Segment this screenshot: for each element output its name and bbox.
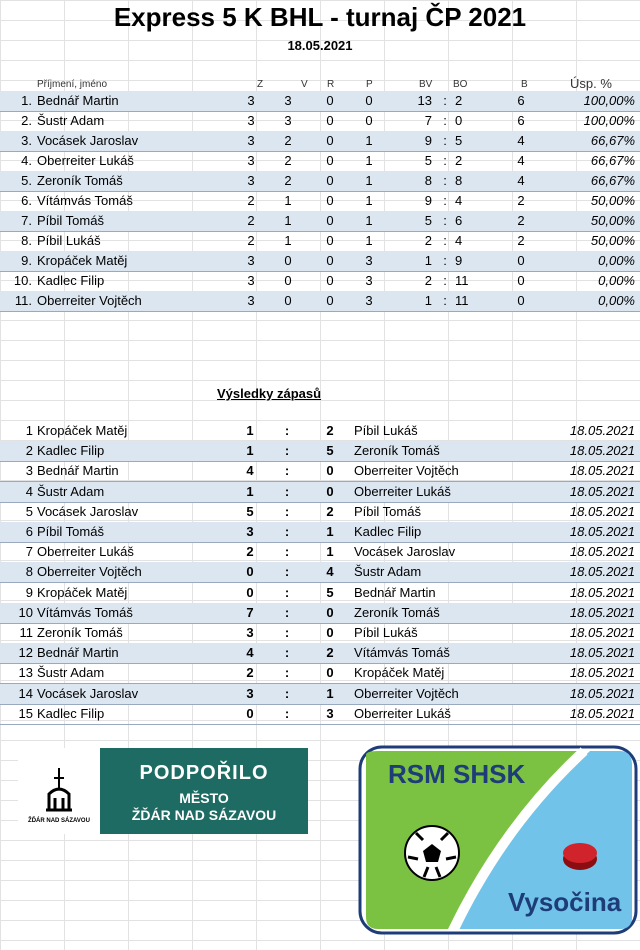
away-score-cell: 4 xyxy=(326,564,334,580)
points-cell: 2 xyxy=(517,193,525,208)
player-name-cell: Vítámvás Tomáš xyxy=(37,193,133,208)
z-cell: 3 xyxy=(247,153,255,168)
bo-cell: 11 xyxy=(455,273,469,288)
success-rate-cell: 100,00% xyxy=(583,113,635,128)
away-player-cell: Kropáček Matěj xyxy=(354,665,445,681)
bo-cell: 4 xyxy=(455,193,463,208)
z-cell: 3 xyxy=(247,133,255,148)
sponsor-banner xyxy=(18,748,308,834)
points-cell: 0 xyxy=(517,293,525,308)
bo-cell: 6 xyxy=(455,213,463,228)
home-score-cell: 1 xyxy=(246,443,254,459)
col-header-usp: Úsp. % xyxy=(570,76,612,91)
score-separator: : xyxy=(284,604,290,620)
p-cell: 1 xyxy=(365,153,373,168)
away-player-cell: Píbil Lukáš xyxy=(354,423,418,438)
match-number-cell: 7 xyxy=(25,544,33,560)
score-separator: : xyxy=(443,253,447,268)
score-separator: : xyxy=(443,293,447,308)
town-emblem-panel xyxy=(18,748,100,834)
bv-cell: 2 xyxy=(424,233,432,248)
away-player-cell: Vítámvás Tomáš xyxy=(354,645,450,661)
score-separator: : xyxy=(443,233,447,248)
success-rate-cell: 66,67% xyxy=(590,153,635,168)
score-separator: : xyxy=(284,443,290,459)
p-cell: 1 xyxy=(365,233,373,248)
p-cell: 1 xyxy=(365,133,373,148)
home-score-cell: 7 xyxy=(246,604,254,620)
match-row xyxy=(0,482,640,503)
standings-row xyxy=(0,151,640,172)
home-score-cell: 3 xyxy=(246,685,254,701)
home-player-cell: Vítámvás Tomáš xyxy=(37,604,133,620)
home-score-cell: 2 xyxy=(246,665,254,681)
player-name-cell: Oberreiter Lukáš xyxy=(37,153,134,168)
z-cell: 2 xyxy=(247,233,255,248)
away-player-cell: Kadlec Filip xyxy=(354,524,422,539)
bo-cell: 9 xyxy=(455,253,463,268)
score-separator: : xyxy=(284,503,290,519)
p-cell: 3 xyxy=(365,293,373,308)
away-player-cell: Vocásek Jaroslav xyxy=(354,544,456,560)
z-cell: 3 xyxy=(247,113,255,128)
match-number-cell: 10 xyxy=(18,604,33,620)
home-player-cell: Šustr Adam xyxy=(37,483,105,499)
points-cell: 4 xyxy=(517,173,525,188)
p-cell: 1 xyxy=(365,193,373,208)
standings-row xyxy=(0,171,640,192)
standings-row xyxy=(0,251,640,272)
match-row xyxy=(0,704,640,725)
rank-cell: 7. xyxy=(21,213,32,228)
bv-cell: 13 xyxy=(417,93,432,108)
match-row xyxy=(0,623,640,644)
match-row xyxy=(0,684,640,705)
match-date-cell: 18.05.2021 xyxy=(569,483,635,499)
home-score-cell: 0 xyxy=(246,705,254,721)
v-cell: 0 xyxy=(284,273,292,288)
match-date-cell: 18.05.2021 xyxy=(569,665,635,681)
bo-cell: 5 xyxy=(455,133,463,148)
rank-cell: 11. xyxy=(14,293,32,308)
points-cell: 0 xyxy=(517,273,525,288)
home-player-cell: Kropáček Matěj xyxy=(37,423,128,438)
match-row xyxy=(0,502,640,523)
r-cell: 0 xyxy=(326,193,334,208)
score-separator: : xyxy=(443,213,447,228)
bv-cell: 5 xyxy=(424,153,432,168)
home-player-cell: Píbil Tomáš xyxy=(37,524,104,539)
match-number-cell: 15 xyxy=(18,705,33,721)
sponsor-line1: PODPOŘILO xyxy=(139,762,269,784)
match-date-cell: 18.05.2021 xyxy=(569,544,635,560)
bv-cell: 1 xyxy=(424,293,432,308)
r-cell: 0 xyxy=(326,213,334,228)
v-cell: 1 xyxy=(284,213,292,228)
success-rate-cell: 0,00% xyxy=(598,293,635,308)
score-separator: : xyxy=(284,524,290,539)
home-player-cell: Oberreiter Vojtěch xyxy=(37,564,142,580)
home-score-cell: 0 xyxy=(246,564,254,580)
match-row xyxy=(0,522,640,543)
player-name-cell: Bednář Martin xyxy=(37,93,119,108)
bo-cell: 0 xyxy=(455,113,463,128)
home-score-cell: 5 xyxy=(246,503,254,519)
v-cell: 3 xyxy=(284,113,292,128)
away-player-cell: Zeroník Tomáš xyxy=(354,443,440,459)
z-cell: 2 xyxy=(247,213,255,228)
away-player-cell: Šustr Adam xyxy=(354,564,422,580)
home-player-cell: Bednář Martin xyxy=(37,463,119,479)
match-number-cell: 5 xyxy=(25,503,33,519)
match-number-cell: 1 xyxy=(25,423,33,438)
score-separator: : xyxy=(284,463,290,479)
r-cell: 0 xyxy=(326,93,334,108)
standings-row xyxy=(0,131,640,152)
success-rate-cell: 50,00% xyxy=(590,213,635,228)
score-separator: : xyxy=(284,665,290,681)
away-player-cell: Oberreiter Lukáš xyxy=(354,483,451,499)
bv-cell: 8 xyxy=(424,173,432,188)
score-separator: : xyxy=(284,705,290,721)
match-number-cell: 2 xyxy=(25,443,33,459)
success-rate-cell: 0,00% xyxy=(598,273,635,288)
v-cell: 1 xyxy=(284,193,292,208)
match-date-cell: 18.05.2021 xyxy=(569,705,635,721)
col-header-v: V xyxy=(301,79,308,90)
match-date-cell: 18.05.2021 xyxy=(569,564,635,580)
r-cell: 0 xyxy=(326,153,334,168)
match-number-cell: 8 xyxy=(25,564,33,580)
match-date-cell: 18.05.2021 xyxy=(569,645,635,661)
score-separator: : xyxy=(284,564,290,580)
home-score-cell: 1 xyxy=(246,423,254,438)
v-cell: 2 xyxy=(284,133,292,148)
player-name-cell: Šustr Adam xyxy=(37,113,105,128)
score-separator: : xyxy=(443,153,447,168)
away-player-cell: Oberreiter Vojtěch xyxy=(354,463,459,479)
match-row xyxy=(0,643,640,664)
match-row xyxy=(0,542,640,563)
away-score-cell: 0 xyxy=(326,483,334,499)
bv-cell: 9 xyxy=(424,193,432,208)
standings-row xyxy=(0,271,640,292)
col-header-z: Z xyxy=(257,79,264,90)
points-cell: 2 xyxy=(517,213,525,228)
rank-cell: 10. xyxy=(13,273,32,288)
tournament-date: 18.05.2021 xyxy=(287,38,353,53)
logo-top-text: RSM SHSK xyxy=(388,759,526,789)
points-cell: 4 xyxy=(517,153,525,168)
col-header-bo: BO xyxy=(453,79,468,90)
page-title: Express 5 K BHL - turnaj ČP 2021 xyxy=(113,2,527,32)
bv-cell: 2 xyxy=(424,273,432,288)
home-player-cell: Kropáček Matěj xyxy=(37,584,128,600)
home-player-cell: Oberreiter Lukáš xyxy=(37,544,134,560)
results-title: Výsledky zápasů xyxy=(217,386,322,401)
away-score-cell: 2 xyxy=(326,503,334,519)
home-player-cell: Vocásek Jaroslav xyxy=(37,685,139,701)
bv-cell: 7 xyxy=(424,113,432,128)
bv-cell: 9 xyxy=(424,133,432,148)
away-score-cell: 2 xyxy=(326,423,334,438)
match-number-cell: 9 xyxy=(25,584,33,600)
away-score-cell: 1 xyxy=(326,524,334,539)
z-cell: 3 xyxy=(247,273,255,288)
success-rate-cell: 50,00% xyxy=(590,193,635,208)
home-player-cell: Bednář Martin xyxy=(37,645,119,661)
bv-cell: 5 xyxy=(424,213,432,228)
standings-row xyxy=(0,111,640,132)
r-cell: 0 xyxy=(326,173,334,188)
p-cell: 1 xyxy=(365,213,373,228)
town-name-small: ŽĎÁR NAD SÁZAVOU xyxy=(28,818,90,824)
away-player-cell: Zeroník Tomáš xyxy=(354,604,440,620)
v-cell: 2 xyxy=(284,153,292,168)
score-separator: : xyxy=(443,193,447,208)
v-cell: 1 xyxy=(284,233,292,248)
player-name-cell: Kropáček Matěj xyxy=(37,253,128,268)
away-score-cell: 0 xyxy=(326,625,334,640)
rank-cell: 8. xyxy=(21,233,32,248)
p-cell: 0 xyxy=(365,113,373,128)
match-date-cell: 18.05.2021 xyxy=(569,524,635,539)
rank-cell: 6. xyxy=(21,193,32,208)
r-cell: 0 xyxy=(326,133,334,148)
match-date-cell: 18.05.2021 xyxy=(569,584,635,600)
z-cell: 3 xyxy=(247,93,255,108)
match-row xyxy=(0,461,640,482)
success-rate-cell: 66,67% xyxy=(590,173,635,188)
away-score-cell: 5 xyxy=(326,443,334,459)
score-separator: : xyxy=(284,625,290,640)
match-date-cell: 18.05.2021 xyxy=(569,463,635,479)
score-separator: : xyxy=(284,645,290,661)
z-cell: 3 xyxy=(247,173,255,188)
away-score-cell: 0 xyxy=(326,604,334,620)
standings-row xyxy=(0,291,640,312)
match-number-cell: 3 xyxy=(25,463,33,479)
match-date-cell: 18.05.2021 xyxy=(569,503,635,519)
score-separator: : xyxy=(284,483,290,499)
r-cell: 0 xyxy=(326,253,334,268)
bo-cell: 8 xyxy=(455,173,463,188)
r-cell: 0 xyxy=(326,273,334,288)
match-row xyxy=(0,421,640,442)
home-score-cell: 4 xyxy=(246,463,254,479)
away-player-cell: Bednář Martin xyxy=(354,584,436,600)
match-row xyxy=(0,603,640,624)
home-player-cell: Kadlec Filip xyxy=(37,443,105,459)
z-cell: 3 xyxy=(247,253,255,268)
player-name-cell: Kadlec Filip xyxy=(37,273,105,288)
match-number-cell: 11 xyxy=(19,625,33,640)
home-player-cell: Šustr Adam xyxy=(37,665,105,681)
points-cell: 2 xyxy=(517,233,525,248)
away-player-cell: Oberreiter Lukáš xyxy=(354,705,451,721)
success-rate-cell: 50,00% xyxy=(590,233,635,248)
z-cell: 3 xyxy=(247,293,255,308)
match-number-cell: 4 xyxy=(25,483,33,499)
away-player-cell: Oberreiter Vojtěch xyxy=(354,685,459,701)
score-separator: : xyxy=(443,113,447,128)
club-logo xyxy=(358,745,638,935)
match-date-cell: 18.05.2021 xyxy=(569,423,635,438)
away-score-cell: 5 xyxy=(326,584,334,600)
match-date-cell: 18.05.2021 xyxy=(569,625,635,640)
standings-row xyxy=(0,211,640,232)
away-player-cell: Píbil Tomáš xyxy=(354,503,421,519)
score-separator: : xyxy=(443,93,447,108)
away-score-cell: 2 xyxy=(326,645,334,661)
standings-row xyxy=(0,191,640,212)
home-score-cell: 4 xyxy=(246,645,254,661)
bv-cell: 1 xyxy=(424,253,432,268)
home-player-cell: Vocásek Jaroslav xyxy=(37,503,139,519)
sponsor-line3: ŽĎÁR NAD SÁZAVOU xyxy=(131,807,277,823)
col-header-b: B xyxy=(521,79,528,90)
col-header-bv: BV xyxy=(419,79,433,90)
away-player-cell: Píbil Lukáš xyxy=(354,625,418,640)
match-row xyxy=(0,441,640,462)
home-score-cell: 2 xyxy=(246,544,254,560)
p-cell: 3 xyxy=(365,273,373,288)
home-player-cell: Zeroník Tomáš xyxy=(37,625,123,640)
rank-cell: 9. xyxy=(21,253,32,268)
col-header-name: Příjmení, jméno xyxy=(37,79,108,90)
match-number-cell: 12 xyxy=(18,645,33,661)
match-row xyxy=(0,562,640,583)
away-score-cell: 1 xyxy=(326,685,334,701)
v-cell: 2 xyxy=(284,173,292,188)
col-header-p: P xyxy=(366,79,373,90)
points-cell: 6 xyxy=(517,93,525,108)
p-cell: 1 xyxy=(365,173,373,188)
p-cell: 0 xyxy=(365,93,373,108)
score-separator: : xyxy=(284,423,290,438)
player-name-cell: Píbil Tomáš xyxy=(37,213,104,228)
home-score-cell: 3 xyxy=(246,625,254,640)
score-separator: : xyxy=(284,584,290,600)
rank-cell: 1. xyxy=(21,93,32,108)
away-score-cell: 0 xyxy=(326,463,334,479)
v-cell: 0 xyxy=(284,253,292,268)
standings-row xyxy=(0,91,640,112)
away-score-cell: 0 xyxy=(326,665,334,681)
score-separator: : xyxy=(284,685,290,701)
score-separator: : xyxy=(284,544,290,560)
player-name-cell: Vocásek Jaroslav xyxy=(37,133,139,148)
logo-bottom-text: Vysočina xyxy=(508,887,622,917)
bo-cell: 4 xyxy=(455,233,463,248)
bo-cell: 2 xyxy=(455,153,463,168)
bo-cell: 2 xyxy=(455,93,463,108)
home-score-cell: 0 xyxy=(246,584,254,600)
points-cell: 0 xyxy=(517,253,525,268)
match-number-cell: 13 xyxy=(18,665,33,681)
p-cell: 3 xyxy=(365,253,373,268)
points-cell: 6 xyxy=(517,113,525,128)
hockey-puck-icon xyxy=(563,843,597,870)
r-cell: 0 xyxy=(326,233,334,248)
rank-cell: 2. xyxy=(21,113,32,128)
match-row xyxy=(0,663,640,684)
player-name-cell: Zeroník Tomáš xyxy=(37,173,123,188)
home-score-cell: 1 xyxy=(246,483,254,499)
rank-cell: 4. xyxy=(21,153,32,168)
player-name-cell: Píbil Lukáš xyxy=(37,233,101,248)
score-separator: : xyxy=(443,273,447,288)
success-rate-cell: 0,00% xyxy=(598,253,635,268)
rank-cell: 3. xyxy=(21,133,32,148)
match-number-cell: 6 xyxy=(25,524,33,539)
v-cell: 3 xyxy=(284,93,292,108)
points-cell: 4 xyxy=(517,133,525,148)
success-rate-cell: 66,67% xyxy=(590,133,635,148)
player-name-cell: Oberreiter Vojtěch xyxy=(37,293,142,308)
football-icon xyxy=(405,826,459,880)
standings-row xyxy=(0,231,640,252)
match-number-cell: 14 xyxy=(18,685,33,701)
match-date-cell: 18.05.2021 xyxy=(569,685,635,701)
score-separator: : xyxy=(443,173,447,188)
match-date-cell: 18.05.2021 xyxy=(569,604,635,620)
r-cell: 0 xyxy=(326,293,334,308)
v-cell: 0 xyxy=(284,293,292,308)
rank-cell: 5. xyxy=(21,173,32,188)
match-date-cell: 18.05.2021 xyxy=(569,443,635,459)
bo-cell: 11 xyxy=(455,293,469,308)
away-score-cell: 1 xyxy=(326,544,334,560)
score-separator: : xyxy=(443,133,447,148)
col-header-r: R xyxy=(327,79,335,90)
sponsor-line2: MĚSTO xyxy=(179,790,229,806)
z-cell: 2 xyxy=(247,193,255,208)
match-row xyxy=(0,583,640,604)
home-player-cell: Kadlec Filip xyxy=(37,705,105,721)
r-cell: 0 xyxy=(326,113,334,128)
away-score-cell: 3 xyxy=(326,705,334,721)
home-score-cell: 3 xyxy=(246,524,254,539)
success-rate-cell: 100,00% xyxy=(583,93,635,108)
